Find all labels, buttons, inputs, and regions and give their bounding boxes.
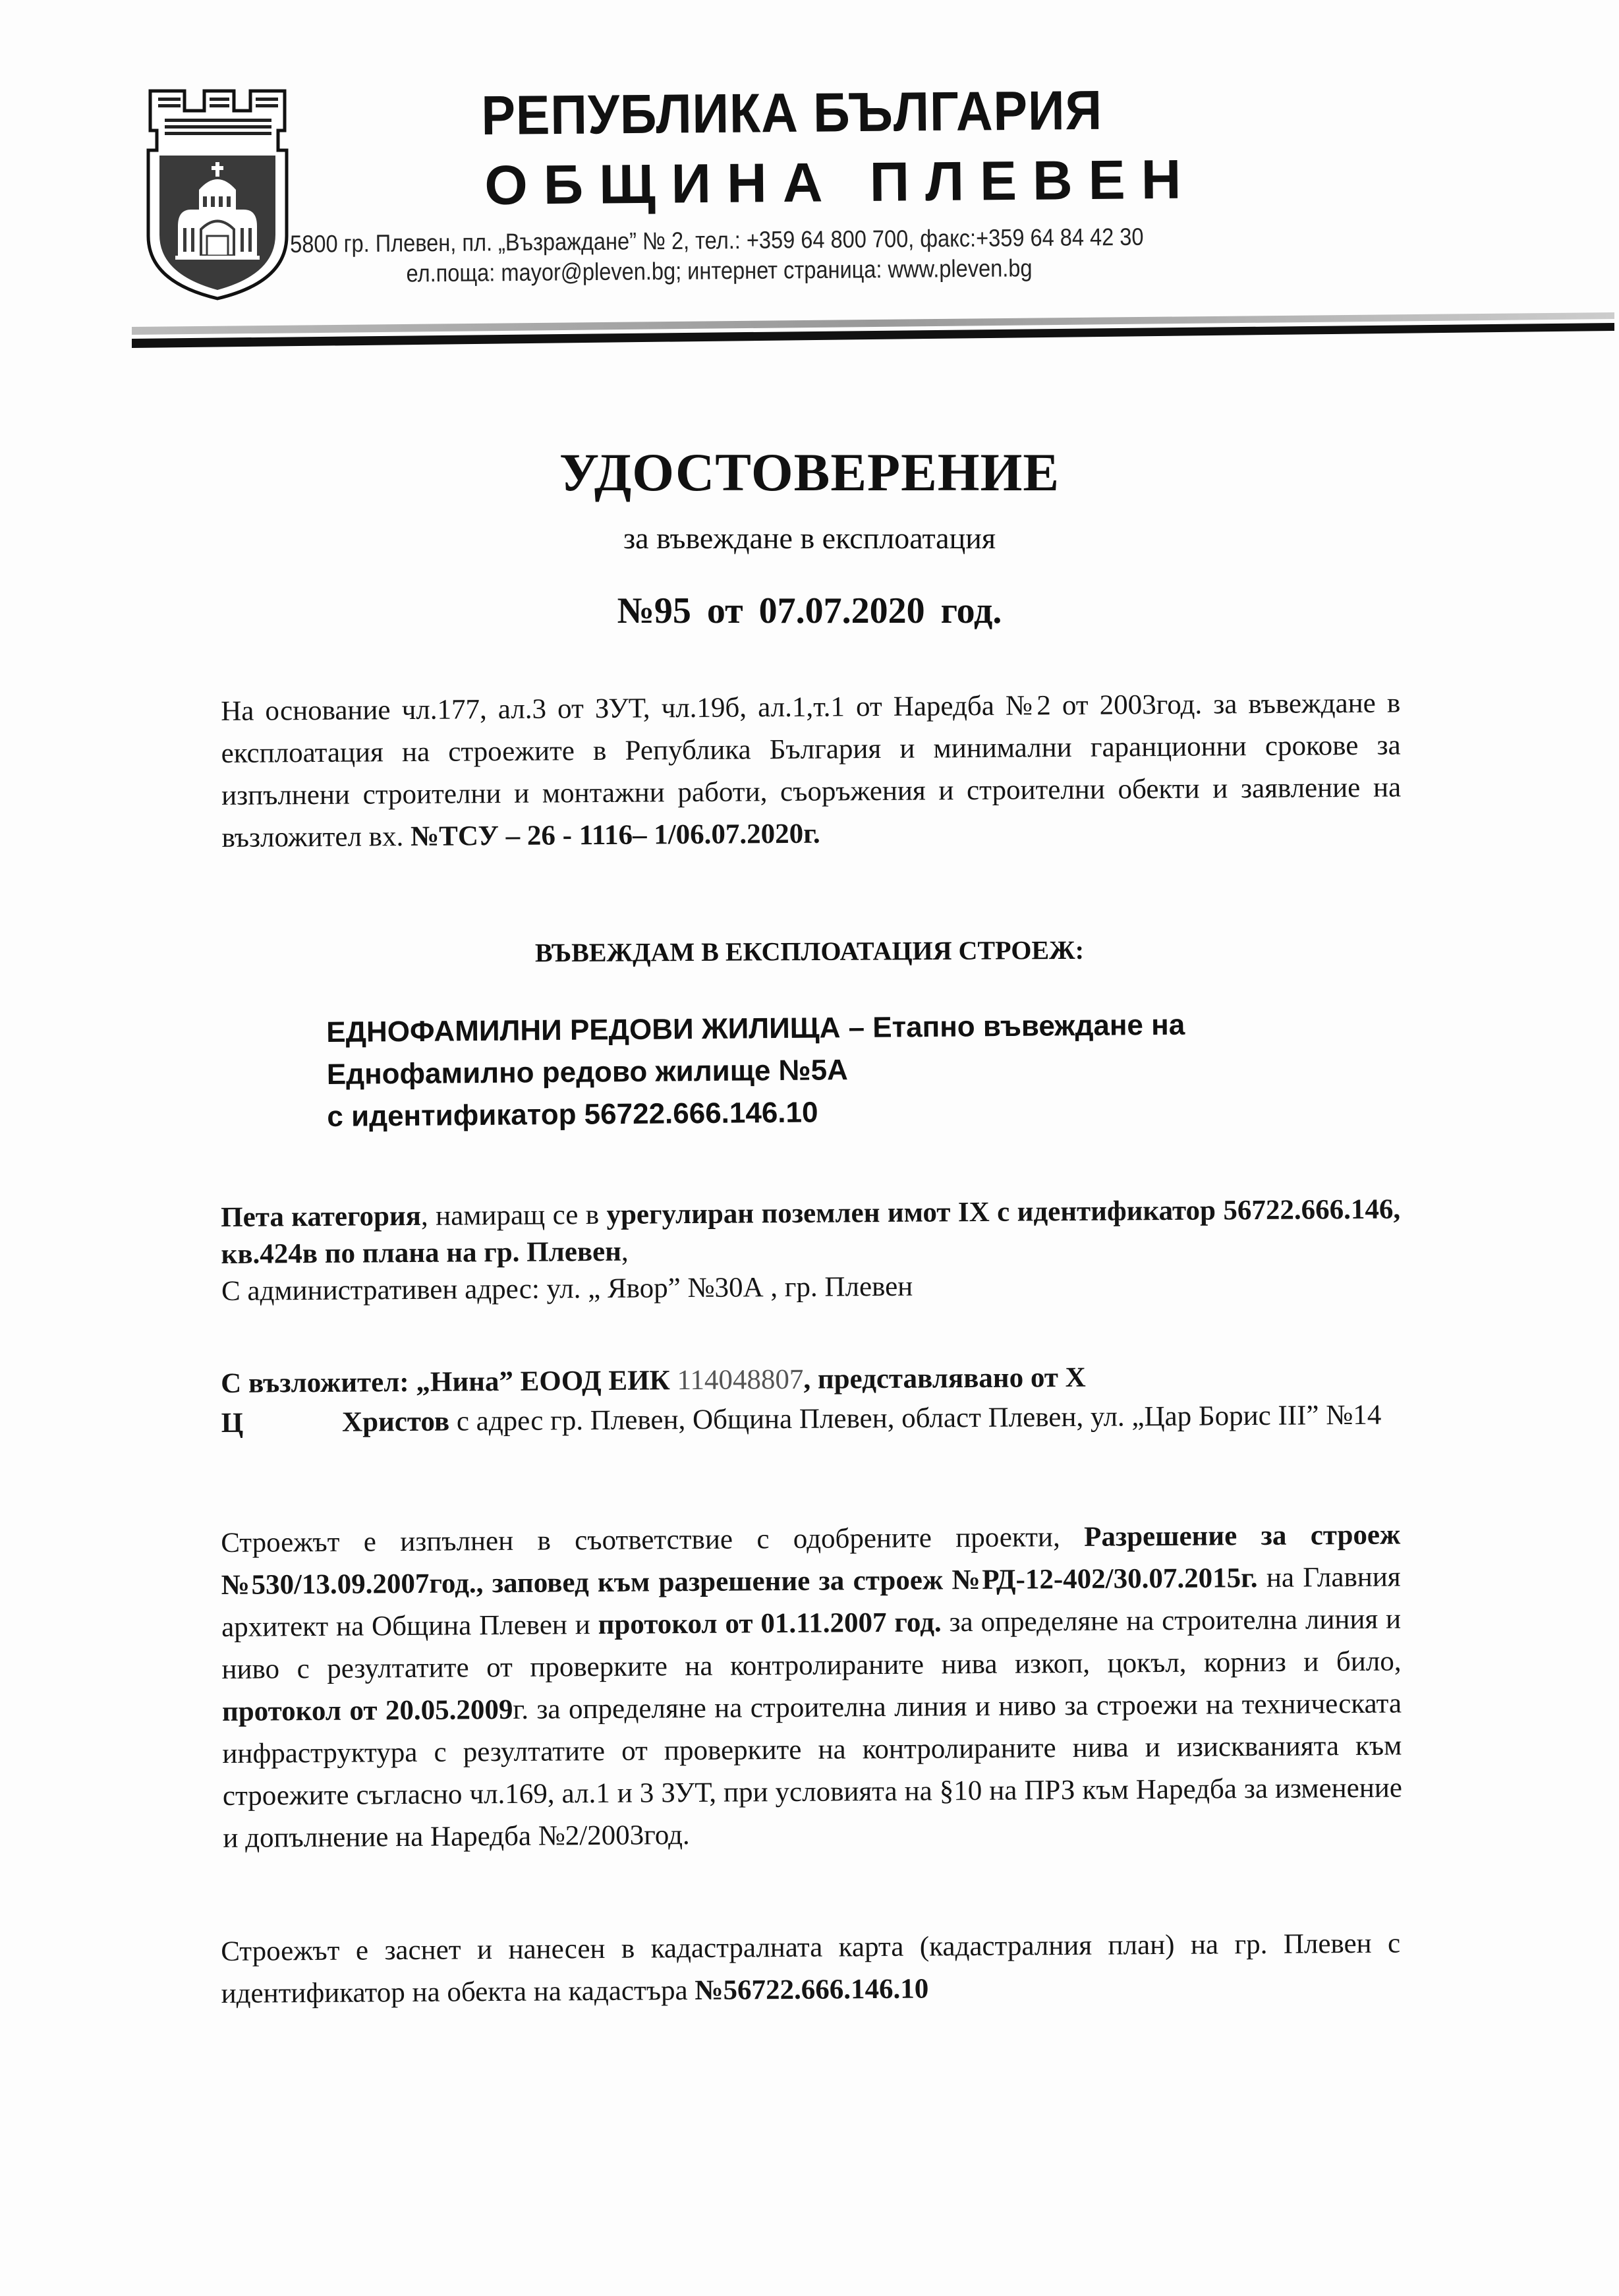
legal-basis-text: На основание чл.177, ал.3 от ЗУТ, чл.19б, ал.1,т.1 от Наредба №2 от 2003год. за въвеждане в експлоатация на строежите в Република България и минимални гаранционни срокове за изпълнени строителни и монтажни работи, съоръжения и строителни обекти и заявление на възложител вх. bbox=[221, 687, 1402, 853]
category-comma: , bbox=[621, 1236, 629, 1267]
contractor-address: с адрес гр. Плевен, Община Плевен, област Плевен, ул. „Цар Борис III” №14 bbox=[449, 1399, 1382, 1437]
representative-surname: Христов bbox=[341, 1406, 450, 1438]
municipality-name: ОБЩИНА ПЛЕВЕН bbox=[484, 148, 1197, 216]
letterhead-contact bbox=[290, 223, 1144, 289]
compliance-text-3: за определяне на строителна линия и ниво с резултатите от проверките на контролираните нива изкоп, цокъл, корниз и било, bbox=[221, 1603, 1402, 1685]
compliance-paragraph bbox=[221, 1514, 1403, 1860]
category-connector: , намиращ се в bbox=[420, 1199, 607, 1232]
compliance-text-4: г. за определяне на строителна линия и ниво за строежи на техническата инфраструктура с резултатите от проверките на контролираните нива и изискванията към строежите съгласно чл.169, ал.1 и 3 ЗУТ, при условията на §10 на ПРЗ към Наредба за изменение и допълнение на Наредба №2/2003год. bbox=[222, 1688, 1403, 1854]
document-subtitle: за въвеждане в експлоатация bbox=[623, 521, 996, 555]
object-line-2: Еднофамилно редово жилище №5А bbox=[326, 1054, 849, 1091]
property-description: урегулиран поземлен имот IX с идентификатор 56722.666.146, кв.424в по плана на гр. Плевен bbox=[221, 1193, 1401, 1270]
contact-address-phone: 5800 гр. Плевен, пл. „Възраждане” № 2, тел.: +359 64 800 700, факс:+359 64 84 42 30 bbox=[290, 223, 1144, 258]
compliance-text-2: на Главния архитект на Община Плевен и bbox=[221, 1561, 1401, 1643]
category-paragraph bbox=[221, 1191, 1401, 1310]
construction-object bbox=[326, 1002, 1448, 1138]
building-permit: Разрешение за строеж №530/13.09.2007год., заповед към разрешение за строеж №РД-12-402/30.07.2015г. bbox=[221, 1519, 1401, 1601]
cadastre-paragraph bbox=[221, 1923, 1401, 2015]
section-heading: ВЪВЕЖДАМ В ЕКСПЛОАТАЦИЯ СТРОЕЖ: bbox=[534, 934, 1085, 968]
contact-email-web: ел.поща: mayor@pleven.bg; интернет страница: www.pleven.bg bbox=[406, 254, 1033, 287]
protocol-2009: протокол от 20.05.2009 bbox=[221, 1694, 513, 1727]
letterhead-divider bbox=[132, 310, 1614, 349]
country-name: РЕПУБЛИКА БЪЛГАРИЯ bbox=[481, 78, 1103, 146]
document-number-date: №95 от 07.07.2020 год. bbox=[617, 590, 1002, 631]
cadastre-text: Строежът е заснет и нанесен в кадастралната карта (кадастралния план) на гр. Плевен с идентификатор на обекта на кадастъра bbox=[221, 1928, 1401, 2009]
document-title: УДОСТОВЕРЕНИЕ bbox=[559, 442, 1060, 502]
object-line-1: ЕДНОФАМИЛНИ РЕДОВИ ЖИЛИЩА – Етапно въвеждане на bbox=[326, 1008, 1185, 1048]
contractor-represented: , представлявано от Х bbox=[803, 1362, 1086, 1395]
compliance-text-1: Строежът е изпълнен в съответствие с одобрените проекти, bbox=[221, 1521, 1085, 1559]
contractor-company: „Нина” ЕООД ЕИК bbox=[416, 1365, 677, 1398]
legal-basis-paragraph bbox=[221, 683, 1402, 859]
protocol-2007: протокол от 01.11.2007 год. bbox=[598, 1607, 942, 1641]
object-line-3: с идентификатор 56722.666.146.10 bbox=[327, 1096, 818, 1133]
contractor-paragraph bbox=[221, 1356, 1401, 1443]
category-label: Пета категория bbox=[221, 1200, 422, 1233]
pleven-coat-of-arms-icon bbox=[138, 84, 297, 302]
contractor-eik: 114048807 bbox=[677, 1363, 804, 1396]
administrative-address: С административен адрес: ул. „ Явор” №30А , гр. Плевен bbox=[221, 1271, 913, 1307]
letterhead-title bbox=[481, 76, 1197, 218]
cadastre-identifier: №56722.666.146.10 bbox=[695, 1973, 929, 2006]
representative-initial: Ц bbox=[221, 1407, 244, 1439]
application-reference: №ТСУ – 26 - 1116– 1/06.07.2020г. bbox=[410, 818, 820, 852]
contractor-prefix: С възложител: bbox=[221, 1366, 416, 1399]
